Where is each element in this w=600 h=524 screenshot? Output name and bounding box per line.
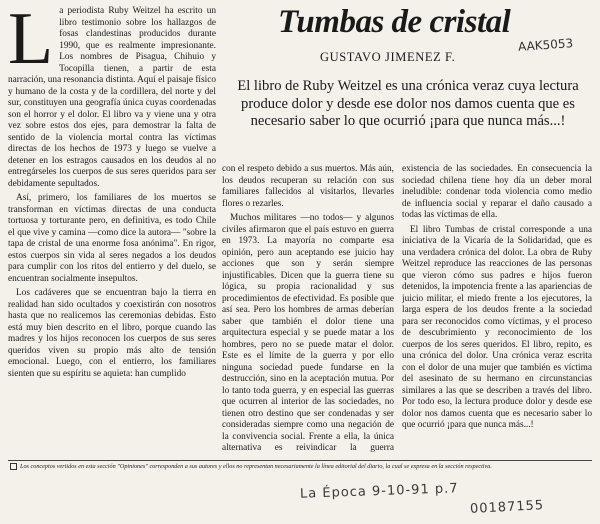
editorial-footnote bbox=[10, 463, 592, 471]
drop-cap: L bbox=[8, 6, 54, 80]
paragraph: existencia de las sociedades. En consecuencia la sociedad chilena tiene hoy día un deber moral ineludible: condenar toda violencia como medio de influencia social y reparar el daño causado a todas las víctimas de ella. bbox=[402, 164, 592, 220]
handwritten-code: AAK5053 bbox=[517, 36, 574, 54]
article-author: GUSTAVO JIMENEZ F. bbox=[320, 50, 456, 64]
paragraph: Así, primero, los familiares de los muertos se transforman en víctimas directas de una conducta tortuosa y torturante pero, en definitiva, es todo Chile el que vive y camina —como dice la autora— "sobre la tapa de cristal de una enorme fosa anónima". En rigor, estos cuerpos sin vida al seres negados a los deudos para cumplir con los ritos del entierro y del duelo, se encuentran socialmente insepultos. bbox=[8, 193, 216, 284]
right-column bbox=[402, 164, 592, 454]
paragraph: El libro Tumbas de cristal corresponde a una iniciativa de la Vicaría de la Solidaridad, que es una verdadera crónica del dolor. La obra de Ruby Weitzel reproduce las reacciones de las personas que vieron cómo sus padres e hijos fueron detenidos, la impotencia frente a las apariencias de juicio militar, el miedo frente a los ejecutores, la larga espera de los deudos frente a la sociedad para ser reconocidos como víctimas, y el proceso de descubrimiento y reconocimiento de los cuerpos de los seres queridos. El libro, repito, es una crónica del dolor. Una crónica veraz escrita con el dolor de una mujer que también es víctima del asesinato de su hermano en circunstancias similares a las que se describen a través del libro. Por todo eso, la lectura produce dolor y desde ese dolor nos damos cuenta que es necesario saber lo que ocurrió ¡para que nunca más...! bbox=[402, 224, 592, 430]
checkbox-glyph-icon bbox=[10, 463, 17, 470]
paragraph: a periodista Ruby Weitzel ha escrito un libro testimonio sobre los hallazgos de fosas clandestinas producidos durante 1990, que es realmente impresionante. Los nombres de Pisagua, Chihuio y Tocopilla tienen, a partir de esta narración, una resonancia distinta. Aquí el paisaje físico y humano de la costa y de la cordillera, del norte y del sur, constituyen una geografía única cuyas coordenadas son el horror y el dolor. El libro va y viene una y otra vez sobre estos dos ejes, para demostrar la falta de sentido de la violencia mortal contra las víctimas directas de los hechos de 1973 y luego se vuelve a detener en los estragos causados en los deudos al no entregárseles los cuerpos de sus seres queridos para ser debidamente sepultados. bbox=[8, 6, 216, 189]
handwritten-source: La Época 9-10-91 p.7 bbox=[299, 481, 459, 502]
paragraph: Muchos militares —no todos— y algunos civiles afirmaron que el país estuvo en guerra en 1973. La mayoría no comparte esa opinión, pero aun aceptando ese juicio hay acciones que son y serán siempre injustificables. Dicen que la guerra tiene su lógica, su propia racionalidad y sus procedimientos de efectividad. Es posible que así sea. Pero los hombres de armas deberían saber que también el dolor tiene una arquitectura especial y se puede matar a los hombres, pero no se puede matar el dolor. Este es el límite de la guerra y por ello ninguna sociedad puede fundarse en la destrucción, sino en la aceptación mutua. Por lo tanto toda guerra, y en especial las guerras que ocurren al interior de las sociedades, no tienen otro destino que ser condenadas y ser consideradas siempre como una negación de la convivencia social. Frente a ella, la única alternativa es reivindicar la guerra bbox=[222, 213, 394, 453]
article-title: Tumbas de cristal bbox=[278, 4, 511, 40]
divider bbox=[8, 460, 592, 461]
article-lead: El libro de Ruby Weitzel es una crónica veraz cuya lectura produce dolor y desde ese dolor nos damos cuenta que es necesario saber lo que ocurrió ¡para que nunca más...! bbox=[237, 78, 579, 129]
paragraph: Los cadáveres que se encuentran bajo la tierra en realidad han sido ocultados y coexistirán con nosotros hasta que no realicemos las ceremonias debidas. Esto está muy bien descrito en el libro, porque cuando las madres y los hijos reconocen los cuerpos de sus seres queridos viven su propio más alto de tensión emocional. Luego, con el entierro, los familiares sienten que su espíritu se aquieta: han cumplido bbox=[8, 288, 216, 379]
middle-column bbox=[222, 164, 394, 454]
left-column bbox=[8, 6, 216, 454]
handwritten-record-id: 00187155 bbox=[469, 498, 545, 517]
paragraph: con el respeto debido a sus muertos. Más aún, los deudos recuperan su relación con sus familiares fallecidos al visitarlos, llevarles flores o rezarles. bbox=[222, 164, 394, 209]
footnote-text: Los conceptos vertidos en esta sección "Opiniones" corresponden a sus autores y ellos no representan necesariamente la línea editorial del diario, la cual se expresa en la sección respectiva. bbox=[20, 463, 492, 470]
